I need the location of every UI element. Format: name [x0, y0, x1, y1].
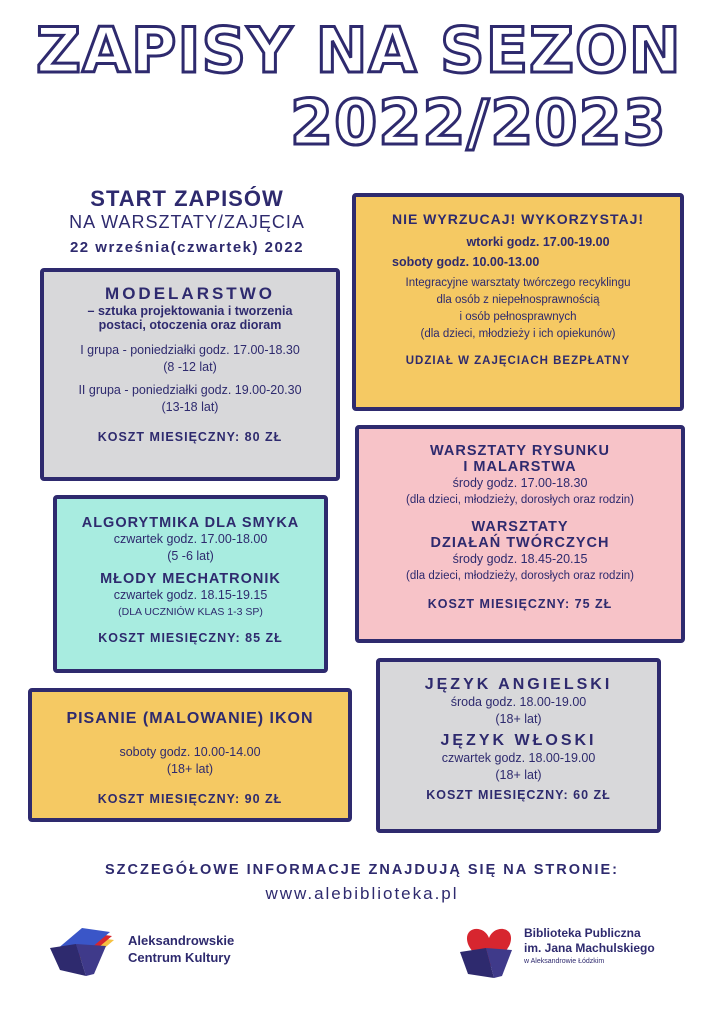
- start-line1: START ZAPISÓW: [90, 186, 284, 211]
- angielski-time: środa godz. 18.00-19.00: [450, 695, 587, 709]
- tworcze-time: środy godz. 18.45-20.15: [452, 552, 588, 566]
- tworcze-title1: WARSZTATY: [471, 519, 569, 535]
- footer-info: SZCZEGÓŁOWE INFORMACJE ZNAJDUJĄ SIĘ NA STRONIE:: [105, 862, 619, 878]
- modelarstwo-sub2: postaci, otoczenia oraz dioram: [98, 318, 282, 332]
- jezyki-cost: KOSZT MIESIĘCZNY: 60 ZŁ: [426, 788, 611, 802]
- footer-url[interactable]: www.alebiblioteka.pl: [265, 884, 459, 903]
- card-modelarstwo: [40, 268, 340, 481]
- mechatronik-age: (DLA UCZNIÓW KLAS 1-3 SP): [118, 606, 263, 618]
- modelarstwo-group2: II grupa - poniedziałki godz. 19.00-20.30: [78, 383, 302, 397]
- ikony-title: PISANIE (MALOWANIE) IKON: [66, 710, 314, 727]
- recykling-desc1: Integracyjne warsztaty twórczego recyklingu: [405, 277, 631, 289]
- ack-logo-icon: [46, 918, 126, 980]
- rysunek-title1: WARSZTATY RYSUNKU: [430, 443, 610, 459]
- modelarstwo-cost: KOSZT MIESIĘCZNY: 80 ZŁ: [97, 430, 283, 444]
- start-line2: NA WARSZTATY/ZAJĘCIA: [69, 212, 305, 232]
- modelarstwo-group1: I grupa - poniedziałki godz. 17.00-18.30: [80, 343, 300, 357]
- wloski-age: (18+ lat): [495, 768, 542, 782]
- recykling-desc2: dla osób z niepełnosprawnością: [436, 294, 600, 306]
- library-logo-text: [524, 926, 655, 968]
- wloski-time: czwartek godz. 18.00-19.00: [441, 751, 596, 765]
- rysunek-cost: KOSZT MIESIĘCZNY: 75 ZŁ: [427, 597, 613, 611]
- recykling-title: NIE WYRZUCAJ! WYKORZYSTAJ!: [391, 211, 645, 227]
- recykling-time1: wtorki godz. 17.00-19.00: [466, 235, 610, 249]
- recykling-desc4: (dla dzieci, młodzieży i ich opiekunów): [420, 328, 616, 340]
- modelarstwo-title: MODELARSTWO: [105, 284, 275, 303]
- library-line2: im. Jana Machulskiego: [524, 941, 655, 955]
- modelarstwo-group1-age: (8 -12 lat): [163, 360, 217, 374]
- rysunek-audience: (dla dzieci, młodzieży, dorosłych oraz rodzin): [406, 494, 634, 506]
- ack-line2: Centrum Kultury: [128, 950, 231, 965]
- ack-line1: Aleksandrowskie: [128, 933, 235, 948]
- algorytmika-title: ALGORYTMIKA DLA SMYKA: [81, 515, 300, 531]
- library-line3: w Aleksandrowie Łódzkim: [524, 958, 605, 965]
- tworcze-title2: DZIAŁAŃ TWÓRCZYCH: [430, 535, 610, 551]
- wloski-title: JĘZYK WŁOSKI: [440, 732, 597, 749]
- algorytmika-age: (5 -6 lat): [167, 549, 214, 563]
- modelarstwo-sub1: – sztuka projektowania i tworzenia: [87, 304, 293, 318]
- mechatronik-time: czwartek godz. 18.15-19.15: [113, 588, 268, 602]
- recykling-desc3: i osób pełnosprawnych: [459, 311, 577, 323]
- library-line1: Biblioteka Publiczna: [524, 926, 641, 940]
- tworcze-audience: (dla dzieci, młodzieży, dorosłych oraz rodzin): [406, 570, 634, 582]
- library-logo-icon: [456, 918, 522, 980]
- card-jezyki: [376, 658, 661, 833]
- algorytmika-cost: KOSZT MIESIĘCZNY: 85 ZŁ: [98, 631, 283, 645]
- rysunek-title2: I MALARSTWA: [463, 459, 577, 475]
- rysunek-time: środy godz. 17.00-18.30: [452, 476, 588, 490]
- modelarstwo-group2-age: (13-18 lat): [161, 400, 219, 414]
- card-recykling: [352, 193, 684, 411]
- mechatronik-title: MŁODY MECHATRONIK: [100, 571, 281, 587]
- ikony-age: (18+ lat): [166, 762, 214, 776]
- card-rysunek: [355, 425, 685, 643]
- angielski-title: JĘZYK ANGIELSKI: [424, 676, 613, 693]
- recykling-time2: soboty godz. 10.00-13.00: [392, 255, 540, 269]
- algorytmika-time: czwartek godz. 17.00-18.00: [113, 532, 268, 546]
- angielski-age: (18+ lat): [495, 712, 542, 726]
- ikony-cost: KOSZT MIESIĘCZNY: 90 ZŁ: [97, 792, 283, 806]
- start-date: 22 września(czwartek) 2022: [69, 239, 305, 256]
- season-year: 2022/2023: [290, 86, 667, 159]
- ack-logo-text: [128, 932, 234, 966]
- ikony-time: soboty godz. 10.00-14.00: [119, 745, 261, 759]
- main-title: ZAPISY NA SEZON: [36, 14, 682, 87]
- start-info: [22, 186, 352, 256]
- recykling-free: UDZIAŁ W ZAJĘCIACH BEZPŁATNY: [405, 355, 631, 367]
- card-ikony: [28, 688, 352, 822]
- card-algorytmika: [53, 495, 328, 673]
